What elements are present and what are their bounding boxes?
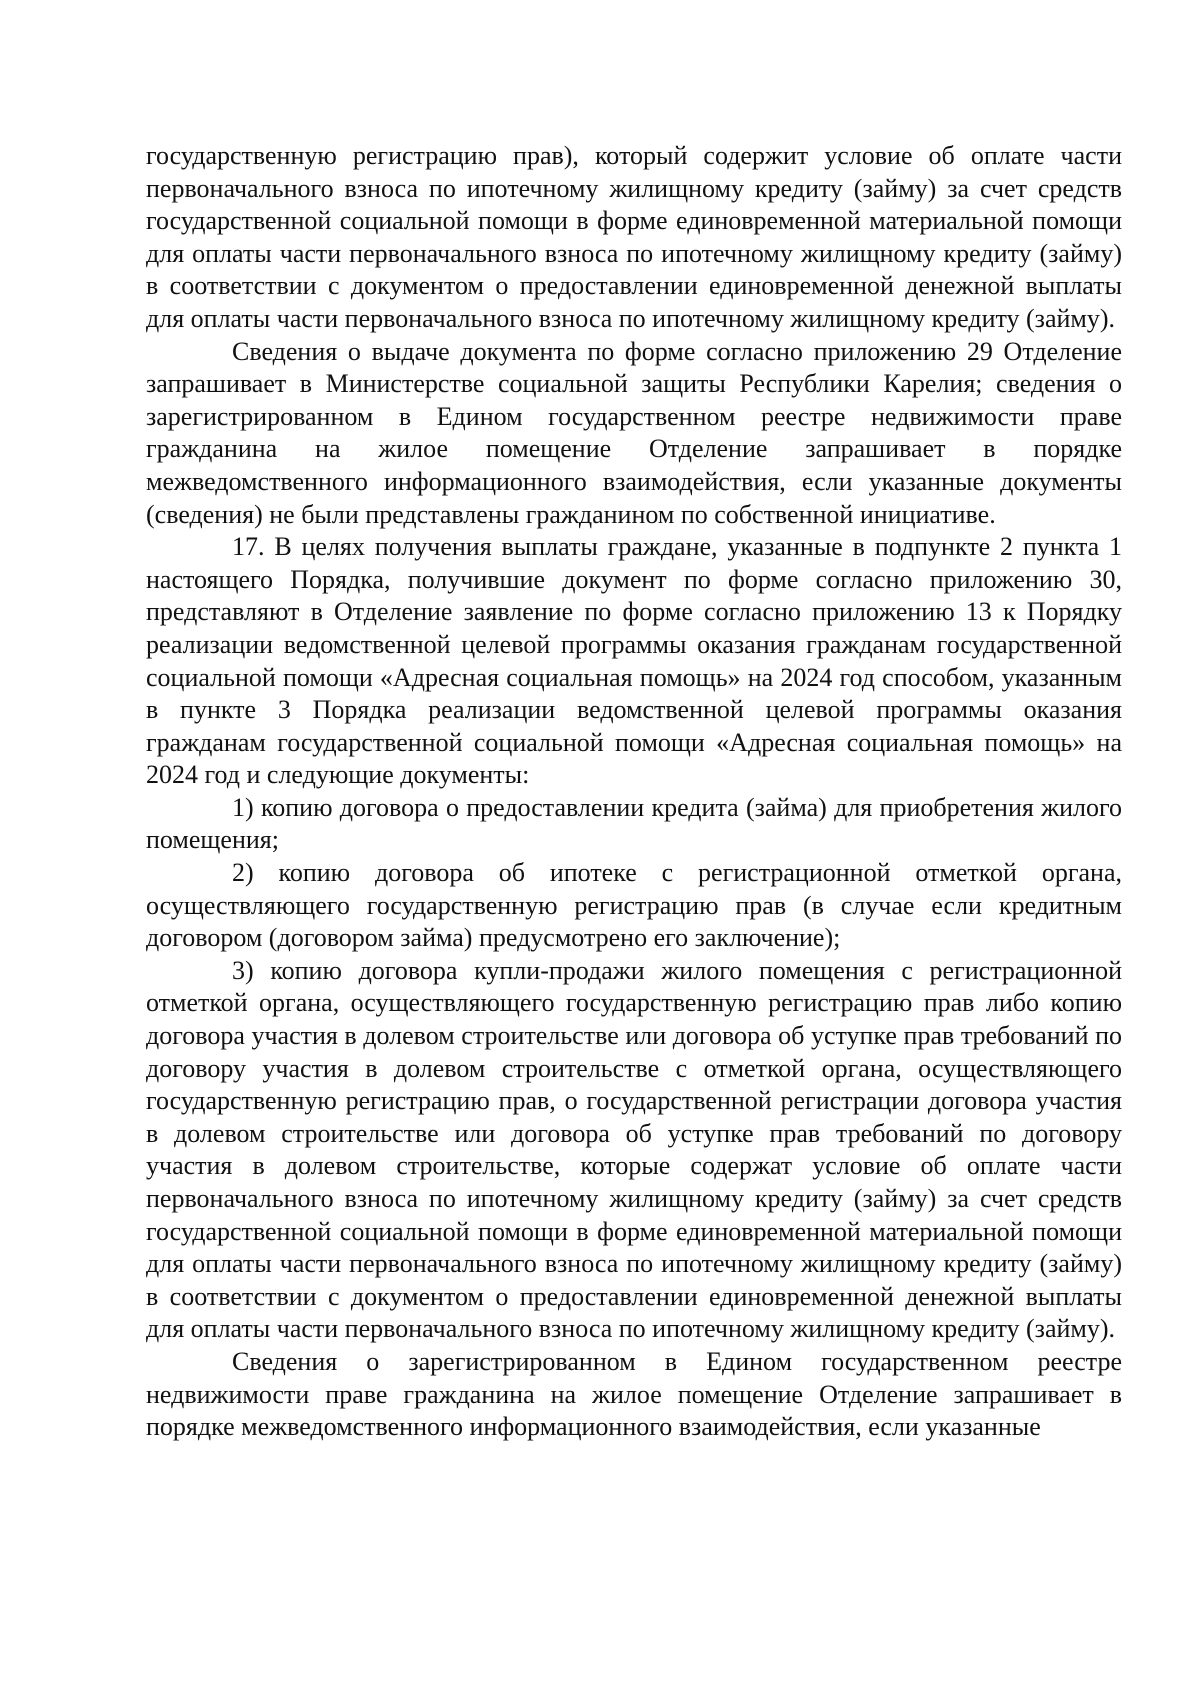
- paragraph-info-request: Сведения о выдаче документа по форме согласно приложению 29 Отделение запрашивает в Министерстве социальной защиты Республики Карелия; сведения о зарегистрированном в Едином государственном реестре недвижимости праве гражданина на жилое помещение Отделение запрашивает в порядке межведомственного информационного взаимодействия, если указанные документы (сведения) не были представлены гражданином по собственной инициативе.: [146, 336, 1122, 529]
- list-item-1: 1) копию договора о предоставлении кредита (займа) для приобретения жилого помещения;: [146, 792, 1122, 855]
- paragraph-registry-info: Сведения о зарегистрированном в Едином государственном реестре недвижимости праве гражданина на жилое помещение Отделение запрашивает в порядке межведомственного информационного взаимодействия, если указанные: [146, 1346, 1122, 1442]
- paragraph-item-17: 17. В целях получения выплаты граждане, указанные в подпункте 2 пункта 1 настоящего Порядка, получившие документ по форме согласно приложению 30, представляют в Отделение заявление по форме согласно приложению 13 к Порядку реализации ведомственной целевой программы оказания гражданам государственной социальной помощи «Адресная социальная помощь» на 2024 год способом, указанным в пункте 3 Порядка реализации ведомственной целевой программы оказания гражданам государственной социальной помощи «Адресная социальная помощь» на 2024 год и следующие документы:: [146, 532, 1122, 790]
- paragraph-continuation: государственную регистрацию прав), который содержит условие об оплате части первоначального взноса по ипотечному жилищному кредиту (займу) за счет средств государственной социальной помощи в форме единовременной материальной помощи для оплаты части первоначального взноса по ипотечному жилищному кредиту (займу) в соответствии с документом о предоставлении единовременной денежной выплаты для оплаты части первоначального взноса по ипотечному жилищному кредиту (займу).: [146, 141, 1122, 333]
- list-item-2: 2) копию договора об ипотеке с регистрационной отметкой органа, осуществляющего государственную регистрацию прав (в случае если кредитным договором (договором займа) предусмотрено его заключение);: [146, 858, 1122, 953]
- document-body: [146, 140, 1122, 1444]
- list-item-3: 3) копию договора купли-продажи жилого помещения с регистрационной отметкой органа, осуществляющего государственную регистрацию прав либо копию договора участия в долевом строительстве или договора об уступке прав требований по договору участия в долевом строительстве с отметкой органа, осуществляющего государственную регистрацию прав, о государственной регистрации договора участия в долевом строительстве или договора об уступке прав требований по договору участия в долевом строительстве, которые содержат условие об оплате части первоначального взноса по ипотечному жилищному кредиту (займу) за счет средств государственной социальной помощи в форме единовременной материальной помощи для оплаты части первоначального взноса по ипотечному жилищному кредиту (займу) в соответствии с документом о предоставлении единовременной денежной выплаты для оплаты части первоначального взноса по ипотечному жилищному кредиту (займу).: [146, 955, 1122, 1344]
